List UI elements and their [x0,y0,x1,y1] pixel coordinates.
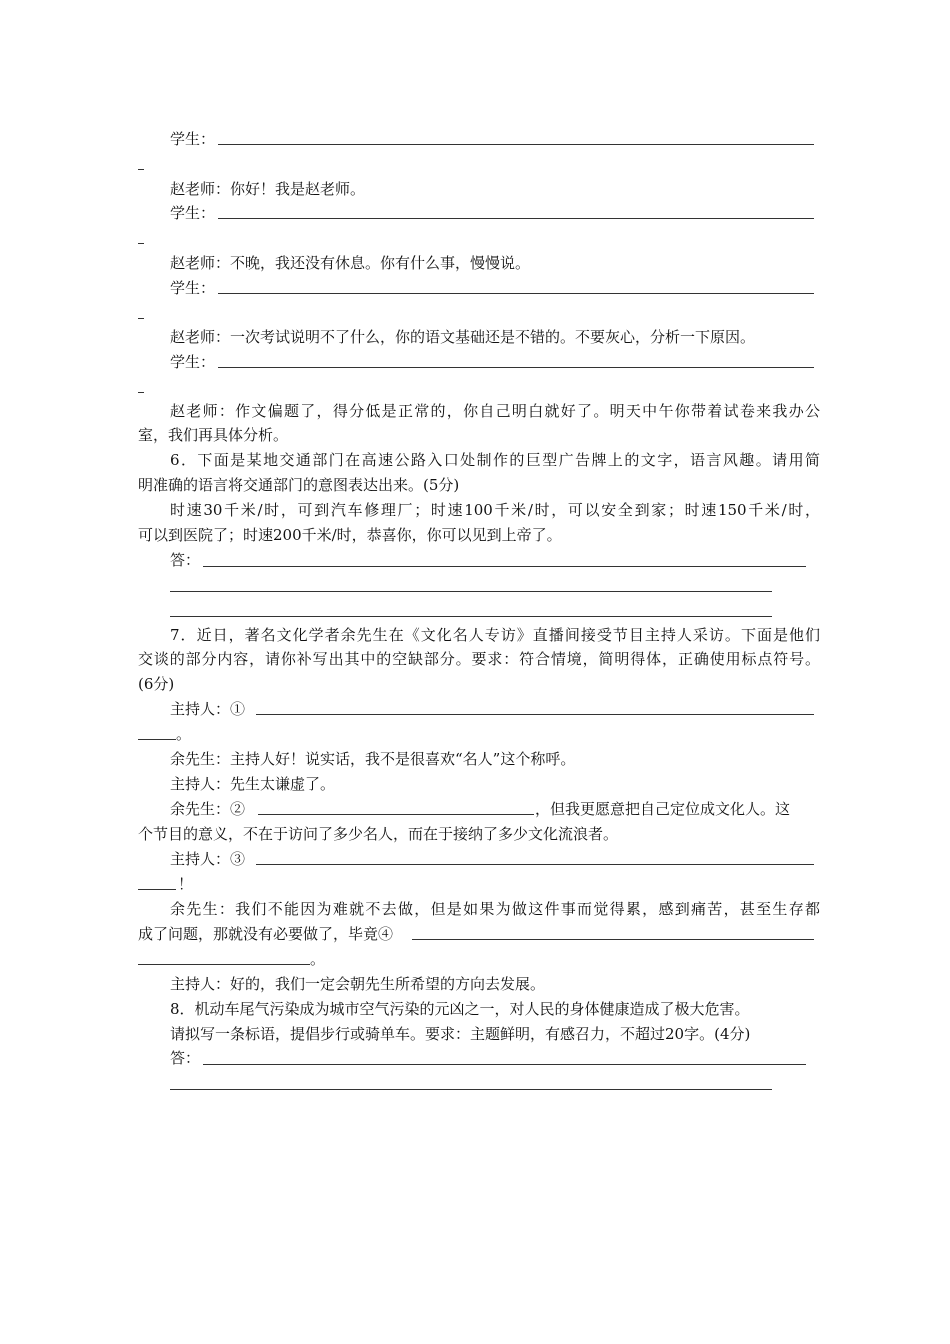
blank-line-continuation [138,169,144,170]
answer-label: 答： [170,551,201,569]
host-label-1: 主持人：① [170,700,246,718]
teacher-line: 赵老师：一次考试说明不了什么，你的语文基础还是不错的。不要灰心，分析一下原因。 [170,328,756,346]
guest-line: ，但我更愿意把自己定位成文化人。这 [535,800,791,818]
answer-blank-line [218,144,814,145]
answer-blank-line [218,367,814,368]
student-label-3: 学生： [170,279,216,297]
answer-blank-line [256,714,814,715]
answer-blank-line [258,814,534,815]
punctuation: 。 [176,725,192,743]
student-label-2: 学生： [170,204,216,222]
guest-line: 余先生：主持人好！说实话，我不是很喜欢“名人”这个称呼。 [170,750,576,768]
answer-blank-line [218,293,814,294]
answer-blank-line [256,864,814,865]
student-label-1: 学生： [170,130,216,148]
guest-line: 个节目的意义，不在于访问了多少名人，而在于接纳了多少文化流浪者。 [138,825,619,843]
host-line: 主持人：先生太谦虚了。 [170,775,336,793]
answer-blank-line [203,566,806,567]
answer-blank-line [138,739,176,740]
teacher-line: 赵老师：不晚，我还没有休息。你有什么事，慢慢说。 [170,254,531,272]
question-6-quote: 时速30千米/时，可到汽车修理厂；时速100千米/时，可以安全到家；时速150千米/时， [170,501,820,519]
question-7-text: (6分) [138,675,175,693]
answer-blank-line [170,591,772,592]
teacher-line: 室，我们再具体分析。 [138,426,289,444]
question-7-text: 7．近日，著名文化学者余先生在《文化名人专访》直播间接受节目主持人采访。下面是他们 [170,626,820,644]
guest-line: 余先生：我们不能因为难就不去做，但是如果为做这件事而觉得累，感到痛苦，甚至生存都 [170,900,820,918]
question-8-text: 8．机动车尾气污染成为城市空气污染的元凶之一，对人民的身体健康造成了极大危害。 [170,1000,750,1018]
guest-line: 成了问题，那就没有必要做了，毕竟④ [138,925,394,943]
answer-blank-line [412,939,814,940]
blank-line-continuation [138,243,144,244]
question-6-text: 明准确的语言将交通部门的意图表达出来。(5分) [138,476,460,494]
host-label-3: 主持人：③ [170,850,246,868]
punctuation: 。 [310,950,326,968]
answer-blank-line [203,1064,806,1065]
answer-label: 答： [170,1049,201,1067]
blank-line-continuation [138,318,144,319]
question-7-text: 交谈的部分内容，请你补写出其中的空缺部分。要求：符合情境，简明得体，正确使用标点符号。 [138,650,820,668]
punctuation: ！ [178,875,194,893]
answer-blank-line [170,1089,772,1090]
answer-blank-line [170,616,772,617]
guest-label-2: 余先生：② [170,800,246,818]
student-label-4: 学生： [170,353,216,371]
host-line: 主持人：好的，我们一定会朝先生所希望的方向去发展。 [170,975,546,993]
question-6-quote: 可以到医院了；时速200千米/时，恭喜你，你可以见到上帝了。 [138,526,562,544]
teacher-line: 赵老师：作文偏题了，得分低是正常的，你自己明白就好了。明天中午你带着试卷来我办公 [170,402,820,420]
question-8-text: 请拟写一条标语，提倡步行或骑单车。要求：主题鲜明，有感召力，不超过20字。(4分) [170,1025,751,1043]
teacher-line: 赵老师：你好！我是赵老师。 [170,180,366,198]
answer-blank-line [138,889,176,890]
question-6-text: 6．下面是某地交通部门在高速公路入口处制作的巨型广告牌上的文字，语言风趣。请用简 [170,451,820,469]
answer-blank-line [218,218,814,219]
blank-line-continuation [138,392,144,393]
answer-blank-line [138,964,310,965]
